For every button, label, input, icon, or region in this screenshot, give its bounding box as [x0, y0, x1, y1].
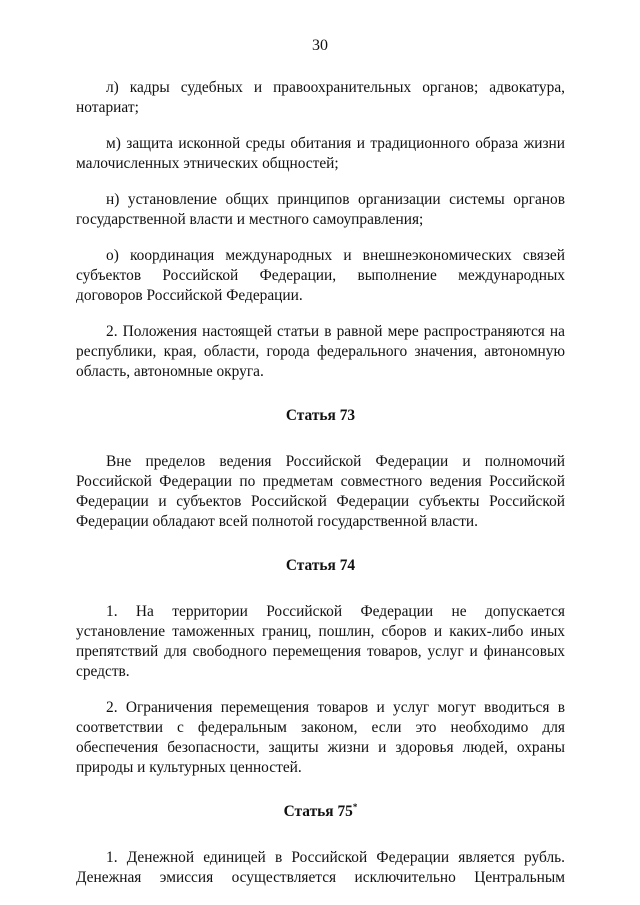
article-74-paragraph-2: 2. Ограничения перемещения товаров и услуг могут вводиться в соответствии с федеральным законом, если это необходимо для обеспечения безопасности, защиты жизни и здоровья людей, охраны природы и культурных ценностей. [76, 699, 565, 776]
article-74-paragraph-1: 1. На территории Российской Федерации не допускается установление таможенных границ, пошлин, сборов и каких-либо иных препятствий для свободного перемещения товаров, услуг и финансовых средств. [76, 603, 565, 680]
item-m: м) защита исконной среды обитания и традиционного образа жизни малочисленных этнических общностей; [76, 135, 565, 172]
page-number: 30 [312, 37, 328, 54]
item-n: н) установление общих принципов организации системы органов государственной власти и местного самоуправления; [76, 191, 565, 228]
article-75-paragraph-1: 1. Денежной единицей в Российской Федерации является рубль. Денежная эмиссия осуществляется исключительно Центральным [76, 849, 565, 886]
item-o: о) координация международных и внешнеэкономических связей субъектов Российской Федерации, выполнение международных договоров Российской Федерации. [76, 247, 565, 304]
article-73-heading: Статья 73 [285, 407, 356, 424]
document-body [76, 78, 565, 888]
article-75-heading [76, 802, 565, 822]
article-74-heading: Статья 74 [285, 557, 356, 574]
footnote-mark: * [352, 801, 358, 812]
article-72-paragraph-2: 2. Положения настоящей статьи в равной мере распространяются на республики, края, области, города федерального значения, автономную область, автономные округа. [76, 323, 565, 380]
article-75-heading-text: Статья 75 [283, 803, 353, 820]
article-73-text: Вне пределов ведения Российской Федерации и полномочий Российской Федерации по предметам совместного ведения Российской Федерации и субъектов Российской Федерации субъекты Российской Федерации обладают всей полнотой государственной власти. [76, 453, 565, 530]
item-l: л) кадры судебных и правоохранительных органов; адвокатура, нотариат; [76, 79, 565, 116]
